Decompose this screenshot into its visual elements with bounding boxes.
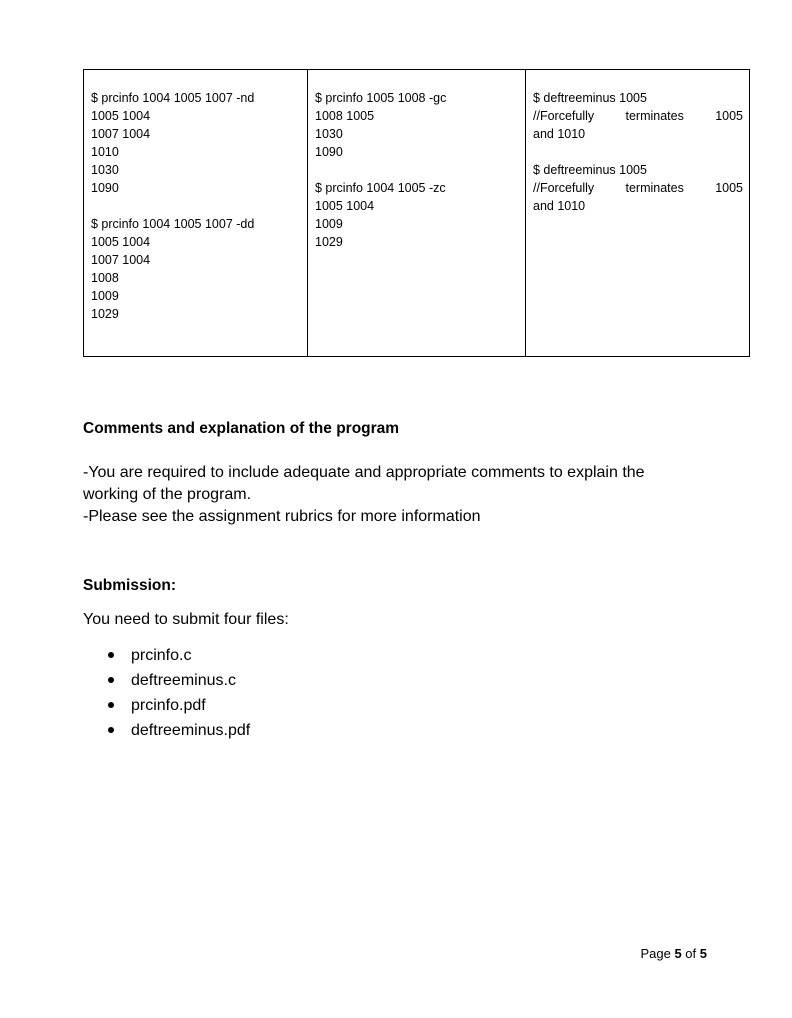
bullet-icon	[108, 702, 114, 708]
output-line: 1030	[91, 163, 119, 177]
comment-word: terminates	[625, 181, 684, 195]
output-line: 1090	[91, 181, 119, 195]
comment-line	[533, 179, 743, 197]
command-line: $ prcinfo 1004 1005 1007 -dd	[91, 217, 255, 231]
output-line: 1090	[315, 145, 343, 159]
command-line: $ prcinfo 1004 1005 -zc	[315, 181, 446, 195]
output-line: 1009	[91, 289, 119, 303]
comment-line	[533, 107, 743, 125]
table-row	[84, 70, 750, 357]
sample-output-table	[83, 69, 750, 357]
comment-word: //Forcefully	[533, 181, 595, 195]
comments-line: working of the program.	[83, 486, 252, 503]
file-name: prcinfo.pdf	[131, 697, 206, 714]
output-line: 1005 1004	[315, 199, 375, 213]
file-name: deftreeminus.c	[131, 672, 236, 689]
table-cell-prcinfo-nd-dd	[84, 70, 308, 357]
output-line: 1008 1005	[315, 109, 375, 123]
output-line: 1007 1004	[91, 127, 151, 141]
comment-word: 1005	[715, 109, 743, 123]
comment-line: and 1010	[533, 199, 586, 213]
list-item	[83, 693, 250, 718]
page-of: of	[681, 946, 700, 961]
comments-line: -You are required to include adequate and appropriate comments to explain the	[83, 464, 645, 481]
output-line: 1005 1004	[91, 235, 151, 249]
comment-word: 1005	[715, 181, 743, 195]
page-label: Page	[640, 946, 675, 961]
output-line: 1010	[91, 145, 119, 159]
table-cell-deftreeminus	[526, 70, 750, 357]
output-line: 1005 1004	[91, 109, 151, 123]
bullet-icon	[108, 727, 114, 733]
output-line: 1009	[315, 217, 343, 231]
output-line: 1007 1004	[91, 253, 151, 267]
output-line: 1030	[315, 127, 343, 141]
spacer	[91, 197, 301, 215]
table-cell-prcinfo-gc-zc	[308, 70, 526, 357]
bullet-icon	[108, 677, 114, 683]
output-line: 1029	[91, 307, 119, 321]
output-line: 1008	[91, 271, 119, 285]
submission-file-list	[83, 643, 250, 743]
command-line: $ prcinfo 1004 1005 1007 -nd	[91, 91, 255, 105]
command-line: $ deftreeminus 1005	[533, 91, 647, 105]
spacer	[533, 143, 743, 161]
command-line: $ deftreeminus 1005	[533, 163, 647, 177]
file-name: prcinfo.c	[131, 647, 192, 664]
list-item	[83, 718, 250, 743]
submission-intro: You need to submit four files:	[83, 611, 289, 628]
submission-heading: Submission:	[83, 577, 177, 594]
file-name: deftreeminus.pdf	[131, 722, 251, 739]
comments-paragraph	[83, 462, 645, 528]
bullet-icon	[108, 652, 114, 658]
comment-line: and 1010	[533, 127, 586, 141]
list-item	[83, 643, 250, 668]
list-item	[83, 668, 250, 693]
spacer	[315, 161, 519, 179]
current-page: 5	[674, 946, 682, 961]
output-line: 1029	[315, 235, 343, 249]
comment-word: terminates	[625, 109, 684, 123]
comments-line: -Please see the assignment rubrics for more information	[83, 508, 481, 525]
command-line: $ prcinfo 1005 1008 -gc	[315, 91, 447, 105]
total-pages: 5	[699, 946, 707, 961]
comment-word: //Forcefully	[533, 109, 595, 123]
comments-heading: Comments and explanation of the program	[83, 420, 400, 437]
page-number	[640, 946, 707, 961]
